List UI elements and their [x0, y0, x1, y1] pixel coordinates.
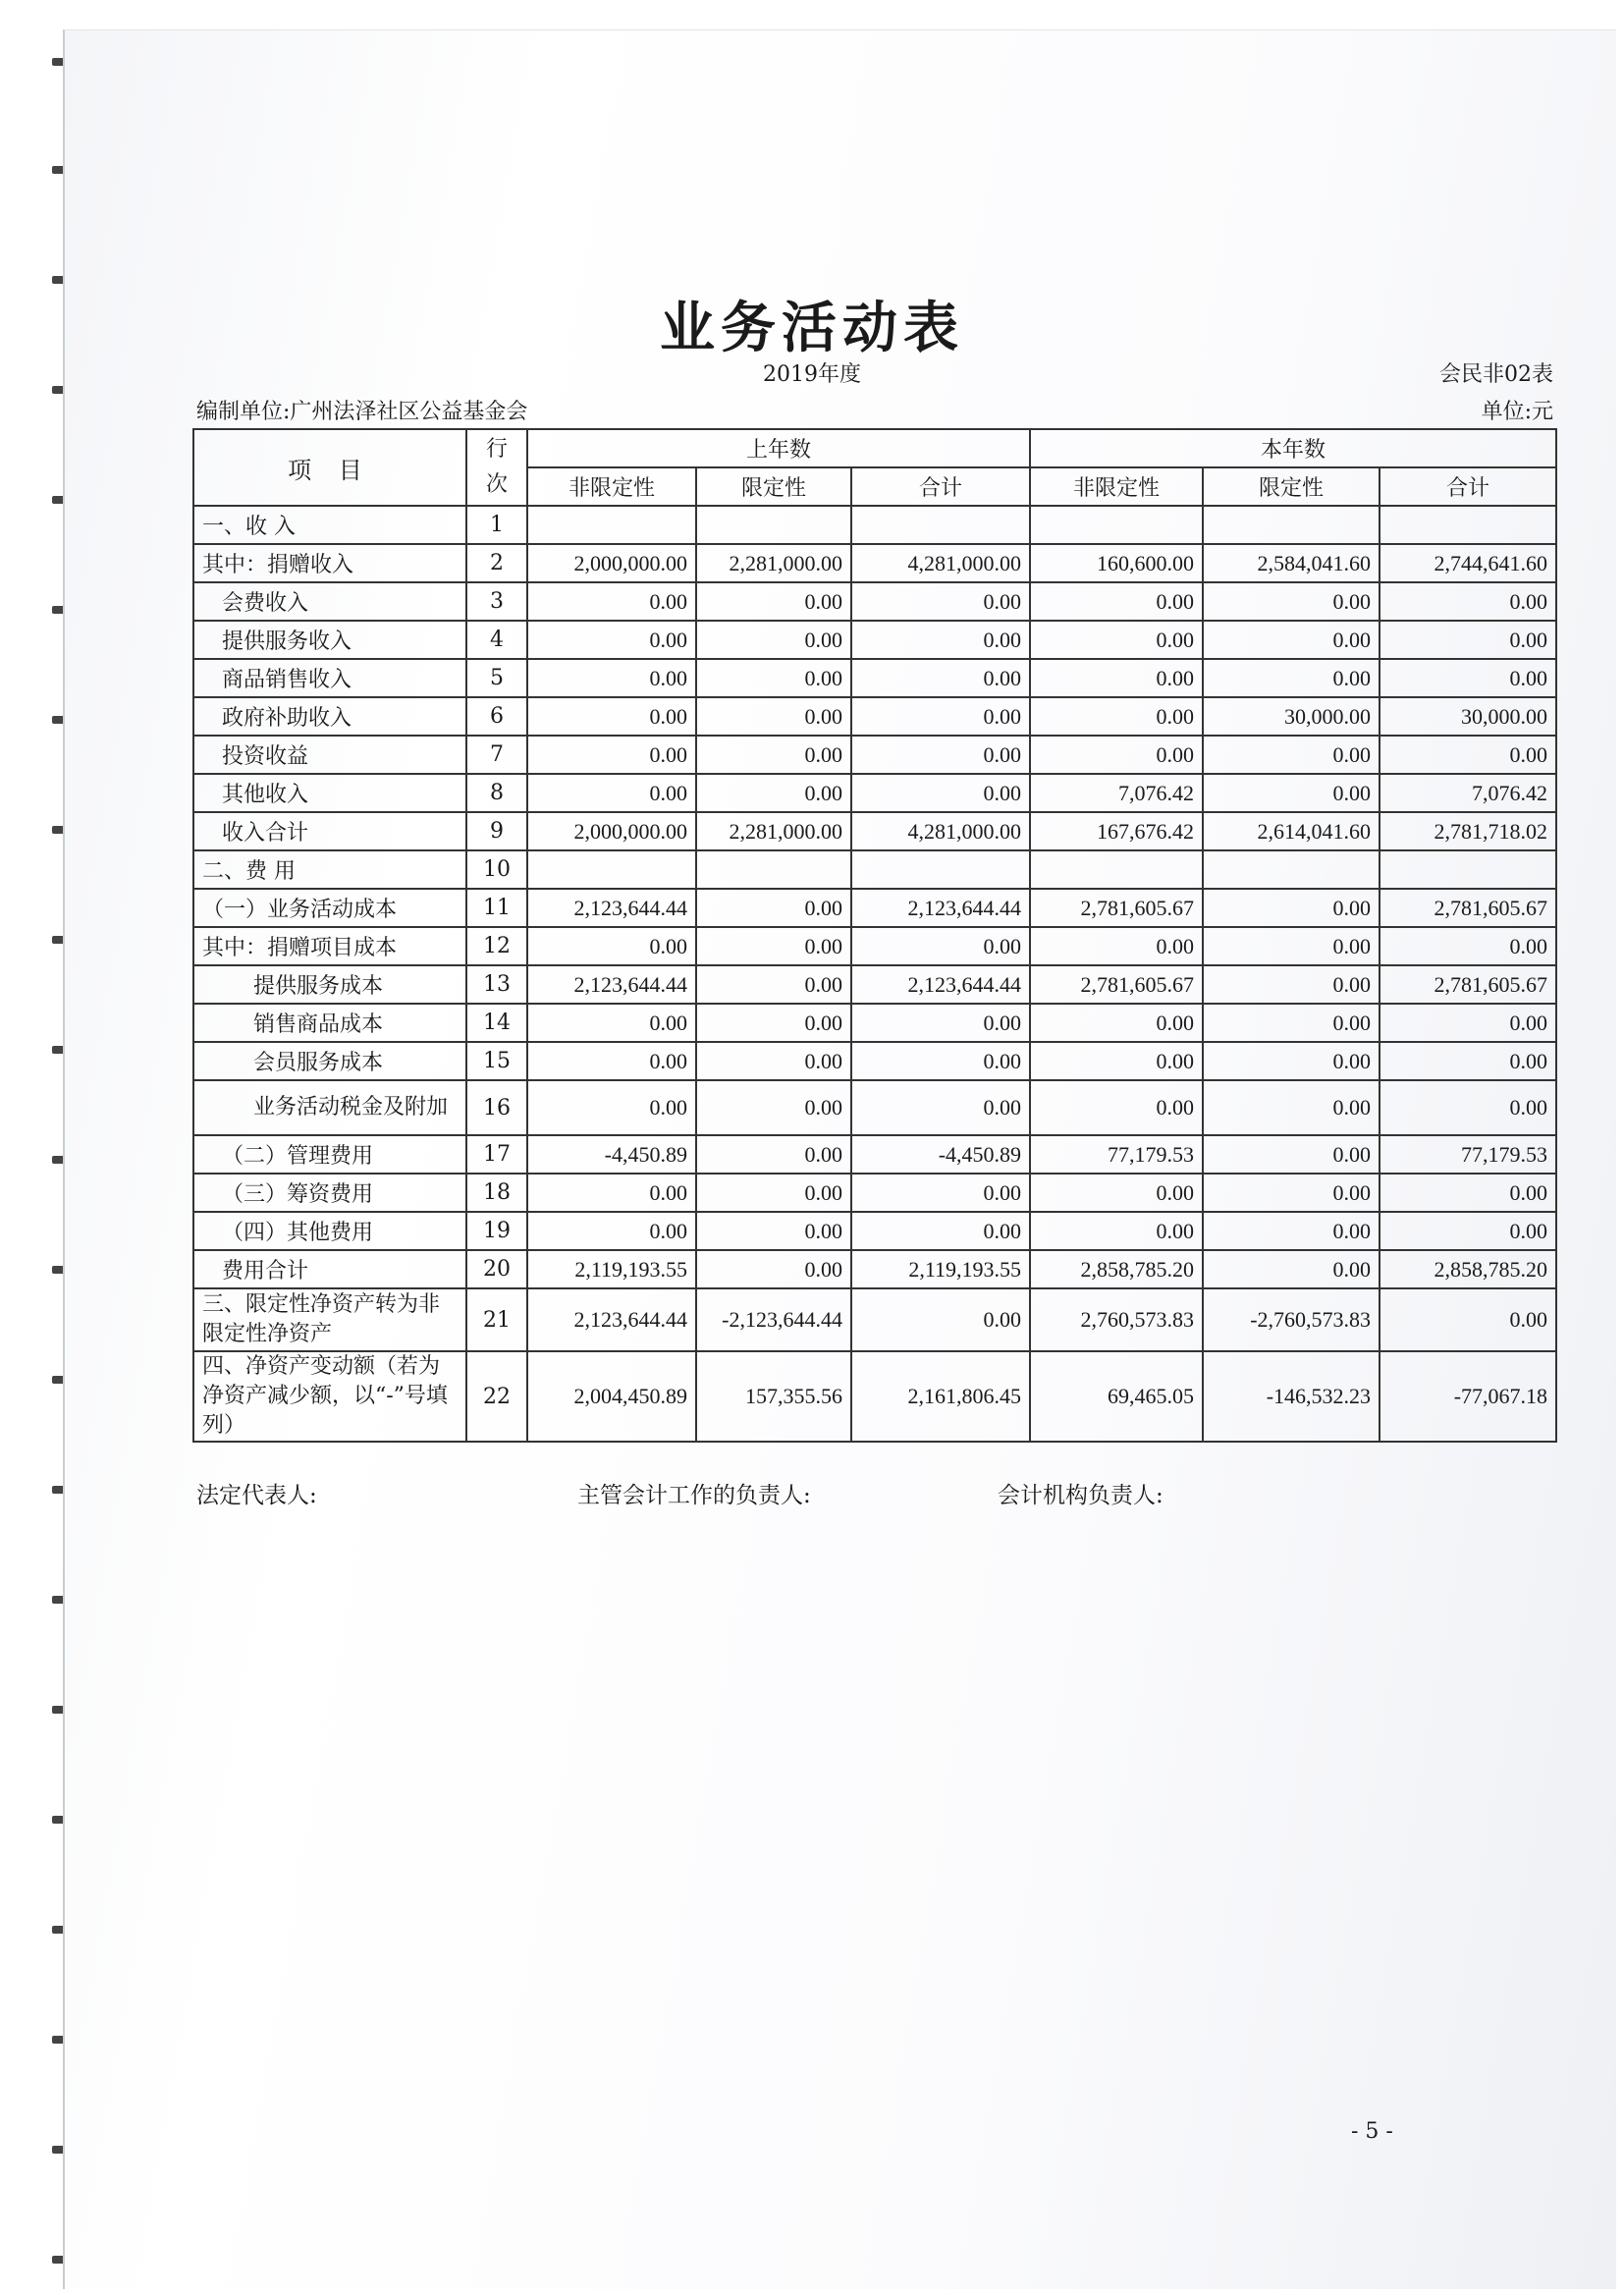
cell-prev-res: 2,281,000.00 — [696, 544, 851, 582]
cell-prev-unres: 0.00 — [527, 582, 696, 621]
row-item-label: 投资收益 — [193, 736, 466, 774]
cell-prev-total: 2,119,193.55 — [851, 1250, 1030, 1288]
header-cur-restricted: 限定性 — [1203, 467, 1380, 506]
cell-prev-total: 0.00 — [851, 697, 1030, 736]
cell-cur-unres: 0.00 — [1030, 1080, 1203, 1135]
accounting-dept-head-label: 会计机构负责人: — [998, 1483, 1164, 1508]
row-item-label: 销售商品成本 — [193, 1004, 466, 1042]
table-row — [193, 927, 1556, 965]
cell-prev-total: 0.00 — [851, 927, 1030, 965]
cell-prev-res: 0.00 — [696, 1042, 851, 1080]
row-item-label: 费用合计 — [193, 1250, 466, 1288]
cell-prev-total: 0.00 — [851, 1042, 1030, 1080]
cell-cur-total: 0.00 — [1380, 1174, 1556, 1212]
cell-prev-unres: 2,000,000.00 — [527, 812, 696, 850]
cell-prev-total — [851, 850, 1030, 889]
cell-prev-total: 2,161,806.45 — [851, 1351, 1030, 1442]
cell-cur-unres: 0.00 — [1030, 1174, 1203, 1212]
cell-prev-total: 0.00 — [851, 1212, 1030, 1250]
cell-cur-unres: 69,465.05 — [1030, 1351, 1203, 1442]
cell-cur-res: 0.00 — [1203, 889, 1380, 927]
cell-prev-total: 0.00 — [851, 1288, 1030, 1351]
page-number: - 5 - — [1351, 2119, 1393, 2144]
header-seq: 行次 — [466, 429, 527, 506]
cell-prev-total: 0.00 — [851, 1080, 1030, 1135]
header-cur-total: 合计 — [1380, 467, 1556, 506]
cell-cur-total: 30,000.00 — [1380, 697, 1556, 736]
organization-label: 编制单位:广州法泽社区公益基金会 — [196, 400, 528, 424]
row-seq: 19 — [466, 1212, 527, 1250]
cell-prev-total: 2,123,644.44 — [851, 965, 1030, 1004]
row-item-label: 其中：捐赠项目成本 — [193, 927, 466, 965]
cell-cur-total: 7,076.42 — [1380, 774, 1556, 812]
row-item-label: 二、费 用 — [193, 850, 466, 889]
cell-cur-res: 0.00 — [1203, 659, 1380, 697]
table-row — [193, 1174, 1556, 1212]
cell-prev-res: 0.00 — [696, 1250, 851, 1288]
cell-cur-unres: 2,781,605.67 — [1030, 889, 1203, 927]
cell-cur-unres — [1030, 850, 1203, 889]
cell-cur-res: 0.00 — [1203, 1212, 1380, 1250]
row-seq: 20 — [466, 1250, 527, 1288]
cell-cur-res: 0.00 — [1203, 1135, 1380, 1174]
cell-prev-total: 0.00 — [851, 1174, 1030, 1212]
table-row — [193, 621, 1556, 659]
cell-prev-res: 0.00 — [696, 697, 851, 736]
row-seq: 14 — [466, 1004, 527, 1042]
row-seq: 8 — [466, 774, 527, 812]
cell-cur-res: 0.00 — [1203, 736, 1380, 774]
table-row — [193, 889, 1556, 927]
cell-cur-unres: 2,781,605.67 — [1030, 965, 1203, 1004]
cell-cur-res: 30,000.00 — [1203, 697, 1380, 736]
row-seq: 6 — [466, 697, 527, 736]
header-this-year: 本年数 — [1030, 429, 1556, 467]
legal-representative-label: 法定代表人: — [196, 1483, 317, 1508]
row-seq: 16 — [466, 1080, 527, 1135]
cell-cur-total: 2,858,785.20 — [1380, 1250, 1556, 1288]
row-seq: 9 — [466, 812, 527, 850]
table-row — [193, 850, 1556, 889]
cell-cur-unres: 7,076.42 — [1030, 774, 1203, 812]
cell-cur-res: 2,584,041.60 — [1203, 544, 1380, 582]
table-body — [193, 506, 1556, 1442]
cell-cur-res: 2,614,041.60 — [1203, 812, 1380, 850]
row-seq: 3 — [466, 582, 527, 621]
cell-cur-unres — [1030, 506, 1203, 544]
cell-cur-res — [1203, 506, 1380, 544]
row-seq: 7 — [466, 736, 527, 774]
cell-prev-total: 0.00 — [851, 736, 1030, 774]
cell-prev-total: 0.00 — [851, 582, 1030, 621]
cell-cur-res — [1203, 850, 1380, 889]
cell-prev-unres: 0.00 — [527, 659, 696, 697]
table-row — [193, 1004, 1556, 1042]
cell-prev-total: 0.00 — [851, 621, 1030, 659]
cell-prev-unres: -4,450.89 — [527, 1135, 696, 1174]
cell-cur-unres: 0.00 — [1030, 659, 1203, 697]
table-row — [193, 1351, 1556, 1442]
row-item-label: 提供服务成本 — [193, 965, 466, 1004]
cell-cur-res: 0.00 — [1203, 621, 1380, 659]
table-row — [193, 1288, 1556, 1351]
row-item-label: 政府补助收入 — [193, 697, 466, 736]
form-code: 会民非02表 — [1439, 362, 1553, 387]
cell-prev-res: 0.00 — [696, 889, 851, 927]
table-row — [193, 736, 1556, 774]
cell-prev-total: 0.00 — [851, 774, 1030, 812]
row-seq: 22 — [466, 1351, 527, 1442]
row-item-label: 其中：捐赠收入 — [193, 544, 466, 582]
cell-cur-unres: 0.00 — [1030, 582, 1203, 621]
row-item-label: 一、收 入 — [193, 506, 466, 544]
cell-prev-unres: 2,000,000.00 — [527, 544, 696, 582]
cell-prev-total: 0.00 — [851, 1004, 1030, 1042]
cell-prev-unres — [527, 850, 696, 889]
cell-cur-total: -77,067.18 — [1380, 1351, 1556, 1442]
cell-cur-total: 0.00 — [1380, 582, 1556, 621]
table-row — [193, 582, 1556, 621]
cell-cur-unres: 0.00 — [1030, 927, 1203, 965]
cell-cur-total: 0.00 — [1380, 1080, 1556, 1135]
cell-cur-total: 0.00 — [1380, 927, 1556, 965]
cell-cur-res: 0.00 — [1203, 582, 1380, 621]
cell-cur-res: 0.00 — [1203, 965, 1380, 1004]
row-seq: 2 — [466, 544, 527, 582]
cell-cur-res: 0.00 — [1203, 1004, 1380, 1042]
cell-prev-res: 0.00 — [696, 621, 851, 659]
cell-cur-total — [1380, 506, 1556, 544]
row-item-label: （四）其他费用 — [193, 1212, 466, 1250]
row-item-label: 三、限定性净资产转为非限定性净资产 — [193, 1288, 466, 1351]
cell-prev-total — [851, 506, 1030, 544]
row-seq: 13 — [466, 965, 527, 1004]
cell-prev-unres: 2,123,644.44 — [527, 1288, 696, 1351]
header-item: 项 目 — [193, 429, 466, 506]
row-item-label: 四、净资产变动额（若为净资产减少额，以“-”号填列） — [193, 1351, 466, 1442]
header-prev-unrestricted: 非限定性 — [527, 467, 696, 506]
row-seq: 12 — [466, 927, 527, 965]
table-row — [193, 506, 1556, 544]
cell-cur-unres: 0.00 — [1030, 697, 1203, 736]
cell-cur-unres: 167,676.42 — [1030, 812, 1203, 850]
cell-prev-unres: 0.00 — [527, 1080, 696, 1135]
cell-cur-total: 0.00 — [1380, 1042, 1556, 1080]
table-row — [193, 544, 1556, 582]
cell-prev-res: 0.00 — [696, 774, 851, 812]
cell-cur-total: 2,781,605.67 — [1380, 965, 1556, 1004]
cell-cur-unres: 0.00 — [1030, 1042, 1203, 1080]
cell-prev-res: 0.00 — [696, 659, 851, 697]
cell-prev-unres: 0.00 — [527, 697, 696, 736]
business-activity-table — [192, 428, 1557, 1443]
row-item-label: （二）管理费用 — [193, 1135, 466, 1174]
row-seq: 17 — [466, 1135, 527, 1174]
cell-cur-total: 0.00 — [1380, 736, 1556, 774]
cell-cur-res: 0.00 — [1203, 1250, 1380, 1288]
cell-prev-res: 0.00 — [696, 965, 851, 1004]
row-item-label: （三）筹资费用 — [193, 1174, 466, 1212]
cell-cur-unres: 0.00 — [1030, 621, 1203, 659]
cell-cur-total: 2,744,641.60 — [1380, 544, 1556, 582]
row-item-label: 业务活动税金及附加 — [193, 1080, 466, 1135]
cell-prev-res: 0.00 — [696, 927, 851, 965]
cell-cur-total: 77,179.53 — [1380, 1135, 1556, 1174]
cell-prev-res: 157,355.56 — [696, 1351, 851, 1442]
header-prev-total: 合计 — [851, 467, 1030, 506]
cell-cur-unres: 77,179.53 — [1030, 1135, 1203, 1174]
cell-prev-unres: 2,004,450.89 — [527, 1351, 696, 1442]
cell-prev-unres: 2,123,644.44 — [527, 965, 696, 1004]
cell-prev-unres: 0.00 — [527, 1042, 696, 1080]
cell-cur-total — [1380, 850, 1556, 889]
cell-prev-total: -4,450.89 — [851, 1135, 1030, 1174]
cell-cur-res: 0.00 — [1203, 1080, 1380, 1135]
row-seq: 5 — [466, 659, 527, 697]
cell-prev-res — [696, 506, 851, 544]
cell-cur-unres: 0.00 — [1030, 1212, 1203, 1250]
cell-cur-unres: 0.00 — [1030, 736, 1203, 774]
cell-prev-res: -2,123,644.44 — [696, 1288, 851, 1351]
cell-prev-unres: 0.00 — [527, 621, 696, 659]
table-row — [193, 1042, 1556, 1080]
cell-cur-total: 2,781,605.67 — [1380, 889, 1556, 927]
cell-cur-total: 2,781,718.02 — [1380, 812, 1556, 850]
cell-prev-unres: 0.00 — [527, 774, 696, 812]
cell-prev-unres: 0.00 — [527, 1004, 696, 1042]
row-item-label: 其他收入 — [193, 774, 466, 812]
header-prev-year: 上年数 — [527, 429, 1030, 467]
row-item-label: 商品销售收入 — [193, 659, 466, 697]
row-seq: 1 — [466, 506, 527, 544]
cell-prev-res: 0.00 — [696, 736, 851, 774]
cell-cur-total: 0.00 — [1380, 621, 1556, 659]
cell-prev-unres: 0.00 — [527, 1212, 696, 1250]
row-item-label: 会员服务成本 — [193, 1042, 466, 1080]
table-row — [193, 697, 1556, 736]
cell-prev-unres: 0.00 — [527, 736, 696, 774]
table-row — [193, 1250, 1556, 1288]
cell-cur-unres: 0.00 — [1030, 1004, 1203, 1042]
row-item-label: 提供服务收入 — [193, 621, 466, 659]
cell-cur-res: -2,760,573.83 — [1203, 1288, 1380, 1351]
table-row — [193, 1212, 1556, 1250]
row-seq: 11 — [466, 889, 527, 927]
cell-prev-res: 0.00 — [696, 1080, 851, 1135]
cell-prev-res: 2,281,000.00 — [696, 812, 851, 850]
cell-prev-total: 4,281,000.00 — [851, 812, 1030, 850]
cell-prev-unres: 0.00 — [527, 927, 696, 965]
header-cur-unrestricted: 非限定性 — [1030, 467, 1203, 506]
cell-prev-unres: 0.00 — [527, 1174, 696, 1212]
cell-cur-res: 0.00 — [1203, 1042, 1380, 1080]
cell-cur-res: -146,532.23 — [1203, 1351, 1380, 1442]
cell-cur-total: 0.00 — [1380, 1212, 1556, 1250]
cell-prev-total: 0.00 — [851, 659, 1030, 697]
cell-prev-res: 0.00 — [696, 1135, 851, 1174]
cell-cur-unres: 160,600.00 — [1030, 544, 1203, 582]
table-row — [193, 1080, 1556, 1135]
cell-prev-unres: 2,119,193.55 — [527, 1250, 696, 1288]
cell-prev-res: 0.00 — [696, 1004, 851, 1042]
cell-cur-res: 0.00 — [1203, 774, 1380, 812]
cell-prev-res: 0.00 — [696, 582, 851, 621]
row-seq: 18 — [466, 1174, 527, 1212]
cell-prev-res — [696, 850, 851, 889]
table-row — [193, 812, 1556, 850]
cell-cur-res: 0.00 — [1203, 927, 1380, 965]
row-item-label: （一）业务活动成本 — [193, 889, 466, 927]
row-item-label: 会费收入 — [193, 582, 466, 621]
cell-prev-res: 0.00 — [696, 1212, 851, 1250]
cell-cur-unres: 2,858,785.20 — [1030, 1250, 1203, 1288]
row-item-label: 收入合计 — [193, 812, 466, 850]
cell-prev-total: 2,123,644.44 — [851, 889, 1030, 927]
cell-prev-res: 0.00 — [696, 1174, 851, 1212]
cell-cur-total: 0.00 — [1380, 1004, 1556, 1042]
cell-prev-total: 4,281,000.00 — [851, 544, 1030, 582]
cell-cur-unres: 2,760,573.83 — [1030, 1288, 1203, 1351]
cell-cur-total: 0.00 — [1380, 659, 1556, 697]
report-year: 2019年度 — [763, 362, 861, 387]
row-seq: 21 — [466, 1288, 527, 1351]
table-row — [193, 965, 1556, 1004]
currency-unit-label: 单位:元 — [1481, 400, 1553, 424]
accounting-head-label: 主管会计工作的负责人: — [577, 1483, 811, 1508]
table-row — [193, 774, 1556, 812]
table-row — [193, 659, 1556, 697]
header-prev-restricted: 限定性 — [696, 467, 851, 506]
cell-prev-unres — [527, 506, 696, 544]
row-seq: 10 — [466, 850, 527, 889]
table-row — [193, 1135, 1556, 1174]
cell-cur-total: 0.00 — [1380, 1288, 1556, 1351]
cell-prev-unres: 2,123,644.44 — [527, 889, 696, 927]
row-seq: 15 — [466, 1042, 527, 1080]
row-seq: 4 — [466, 621, 527, 659]
document-title: 业务活动表 — [660, 296, 964, 360]
cell-cur-res: 0.00 — [1203, 1174, 1380, 1212]
